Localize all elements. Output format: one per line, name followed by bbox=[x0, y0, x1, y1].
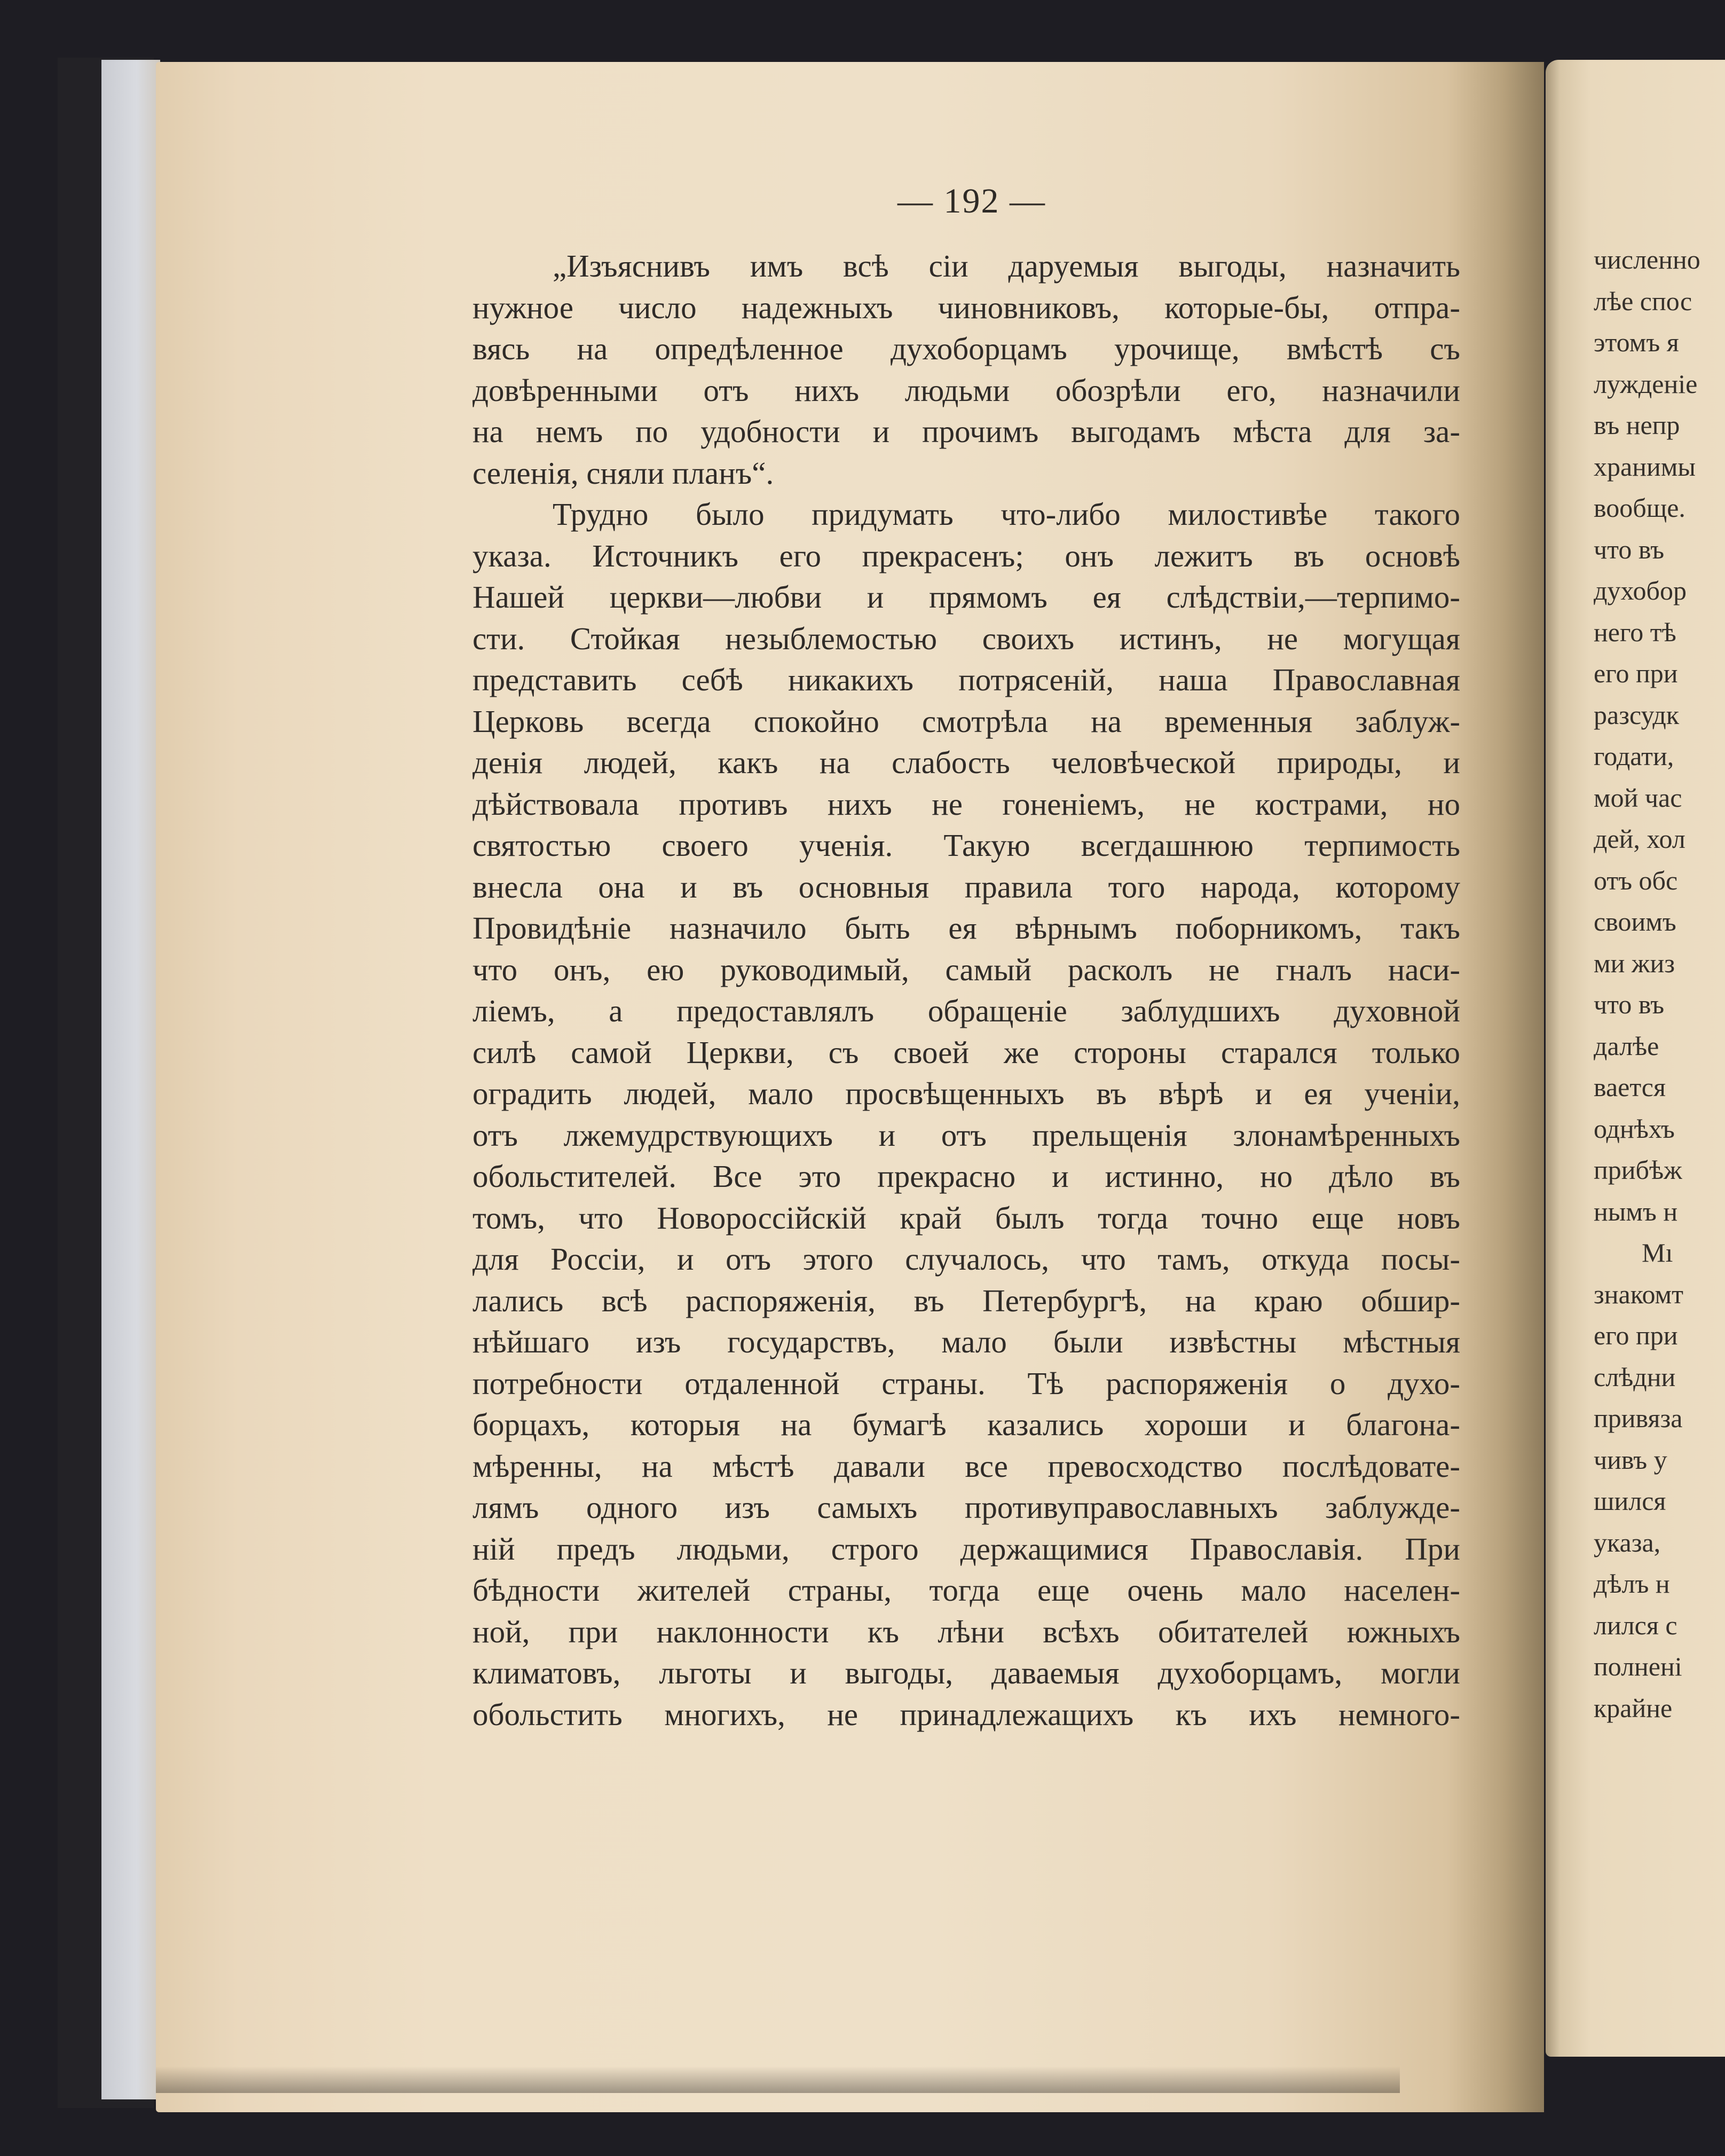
facing-text-line: ми жиз bbox=[1594, 948, 1675, 978]
text-line: лямъ одного изъ самыхъ противуправославныхъ заблужде- bbox=[472, 1490, 1460, 1525]
text-line: денія людей, какъ на слабость человѣческой природы, и bbox=[472, 745, 1460, 780]
text-line: силѣ самой Церкви, съ своей же стороны старался только bbox=[472, 1034, 1460, 1070]
text-line: селенія, сняли планъ“. bbox=[472, 455, 774, 491]
facing-text-line: Мı bbox=[1642, 1238, 1673, 1268]
text-line: „Изъяснивъ имъ всѣ сіи даруемыя выгоды, назначить bbox=[553, 248, 1460, 284]
text-line: сти. Стойкая незыблемостью своихъ истинъ, не могущая bbox=[472, 620, 1460, 656]
facing-text-line: его при bbox=[1594, 1320, 1678, 1350]
text-line: томъ, что Новороссійскій край былъ тогда точно еще новъ bbox=[472, 1200, 1460, 1236]
facing-text-line: вообще. bbox=[1594, 493, 1685, 523]
facing-text-line: знакомт bbox=[1594, 1279, 1683, 1309]
facing-text-line: указа, bbox=[1594, 1527, 1661, 1557]
text-line: вясь на опредѣленное духоборцамъ урочище, вмѣстѣ съ bbox=[472, 331, 1460, 366]
facing-text-line: нымъ н bbox=[1594, 1196, 1678, 1226]
text-line: лались всѣ распоряженія, въ Петербургѣ, на краю обшир- bbox=[472, 1282, 1460, 1318]
facing-text-line: привяза bbox=[1594, 1403, 1683, 1433]
facing-text-line: него тѣ bbox=[1594, 617, 1676, 647]
text-line: климатовъ, льготы и выгоды, даваемыя духоборцамъ, могли bbox=[472, 1655, 1460, 1690]
facing-text-line: далѣе bbox=[1594, 1030, 1659, 1061]
facing-text-line: этомъ я bbox=[1594, 327, 1679, 357]
text-line: довѣренными отъ нихъ людьми обозрѣли его, назначили bbox=[472, 372, 1460, 408]
facing-text-line: численно bbox=[1594, 245, 1700, 274]
page-body-text bbox=[472, 246, 1460, 1735]
text-line: на немъ по удобности и прочимъ выгодамъ мѣста для за- bbox=[472, 414, 1460, 449]
text-line: мѣренны, на мѣстѣ давали все превосходство послѣдовате- bbox=[472, 1448, 1460, 1484]
facing-page-text bbox=[1594, 239, 1725, 1729]
facing-text-line: годати, bbox=[1594, 741, 1674, 771]
facing-text-line: что въ bbox=[1594, 989, 1665, 1019]
text-line: ліемъ, а предоставлялъ обращеніе заблудшихъ духовной bbox=[472, 993, 1460, 1028]
text-line: нѣйшаго изъ государствъ, мало были извѣстны мѣстныя bbox=[472, 1324, 1460, 1359]
text-line: ній предъ людьми, строго держащимися Православія. При bbox=[472, 1531, 1460, 1567]
facing-text-line: лѣе спос bbox=[1594, 286, 1692, 316]
facing-text-line: дей, хол bbox=[1594, 824, 1685, 854]
text-line: указа. Источникъ его прекрасенъ; онъ лежитъ въ основѣ bbox=[472, 538, 1460, 573]
facing-text-line: чивъ у bbox=[1594, 1444, 1667, 1475]
facing-text-line: своимъ bbox=[1594, 907, 1676, 937]
text-line: Провидѣніе назначило быть ея вѣрнымъ поборникомъ, такъ bbox=[472, 910, 1460, 946]
text-line: внесла она и въ основныя правила того народа, которому bbox=[472, 869, 1460, 904]
text-line: дѣйствовала противъ нихъ не гоненіемъ, не кострами, но bbox=[472, 786, 1460, 822]
facing-text-line: отъ обс bbox=[1594, 865, 1678, 895]
page-stack-edge bbox=[101, 60, 160, 2099]
page-number: — 192 — bbox=[897, 182, 1046, 221]
text-line: отъ лжемудрствующихъ и отъ прельщенія злонамѣренныхъ bbox=[472, 1117, 1460, 1153]
text-line: ной, при наклонности къ лѣни всѣхъ обитателей южныхъ bbox=[472, 1614, 1460, 1649]
text-line: обольстить многихъ, не принадлежащихъ къ ихъ немного- bbox=[472, 1696, 1460, 1732]
text-line: для Россіи, и отъ этого случалось, что тамъ, откуда посы- bbox=[472, 1241, 1460, 1277]
facing-text-line: духобор bbox=[1594, 576, 1687, 605]
text-line: представить себѣ никакихъ потрясеній, наша Православная bbox=[472, 662, 1460, 697]
facing-text-line: хранимы bbox=[1594, 451, 1696, 482]
facing-text-line: мой час bbox=[1594, 782, 1682, 813]
text-line: что онъ, ею руководимый, самый расколъ не гналъ наси- bbox=[472, 951, 1460, 987]
text-line: потребности отдаленной страны. Тѣ распоряженія о духо- bbox=[472, 1365, 1460, 1401]
facing-text-line: однѣхъ bbox=[1594, 1113, 1675, 1144]
facing-text-line: разсудк bbox=[1594, 699, 1680, 730]
facing-text-line: полнені bbox=[1594, 1651, 1682, 1681]
facing-text-line: въ непр bbox=[1594, 410, 1680, 440]
facing-text-line: лужденіе bbox=[1594, 368, 1698, 399]
text-line: Церковь всегда спокойно смотрѣла на временныя заблуж- bbox=[472, 703, 1460, 739]
text-line: оградить людей, мало просвѣщенныхъ въ вѣрѣ и ея ученіи, bbox=[472, 1076, 1460, 1111]
facing-text-line: его при bbox=[1594, 658, 1678, 688]
text-line: бѣдности жителей страны, тогда еще очень мало населен- bbox=[472, 1572, 1460, 1608]
facing-text-line: слѣдни bbox=[1594, 1362, 1676, 1392]
text-line: нужное число надежныхъ чиновниковъ, которые-бы, отпра- bbox=[472, 289, 1460, 325]
text-line: Нашей церкви—любви и прямомъ ея слѣдствіи,—терпимо- bbox=[472, 579, 1460, 615]
facing-text-line: вается bbox=[1594, 1072, 1666, 1102]
facing-text-line: дѣлъ н bbox=[1594, 1569, 1670, 1599]
text-line: святостью своего ученія. Такую всегдашнюю терпимость bbox=[472, 828, 1460, 863]
facing-text-line: лился с bbox=[1594, 1610, 1677, 1640]
text-line: борцахъ, которыя на бумагѣ казались хороши и благона- bbox=[472, 1407, 1460, 1442]
facing-text-line: шился bbox=[1594, 1486, 1666, 1516]
text-line: обольстителей. Все это прекрасно и истинно, но дѣло въ bbox=[472, 1159, 1460, 1194]
page-bottom-shadow bbox=[156, 2066, 1400, 2093]
facing-text-line: что въ bbox=[1594, 534, 1665, 564]
facing-text-line: крайне bbox=[1594, 1693, 1673, 1723]
facing-text-line: прибѣж bbox=[1594, 1155, 1682, 1185]
text-line: Трудно было придумать что-либо милостивѣе такого bbox=[553, 497, 1460, 532]
